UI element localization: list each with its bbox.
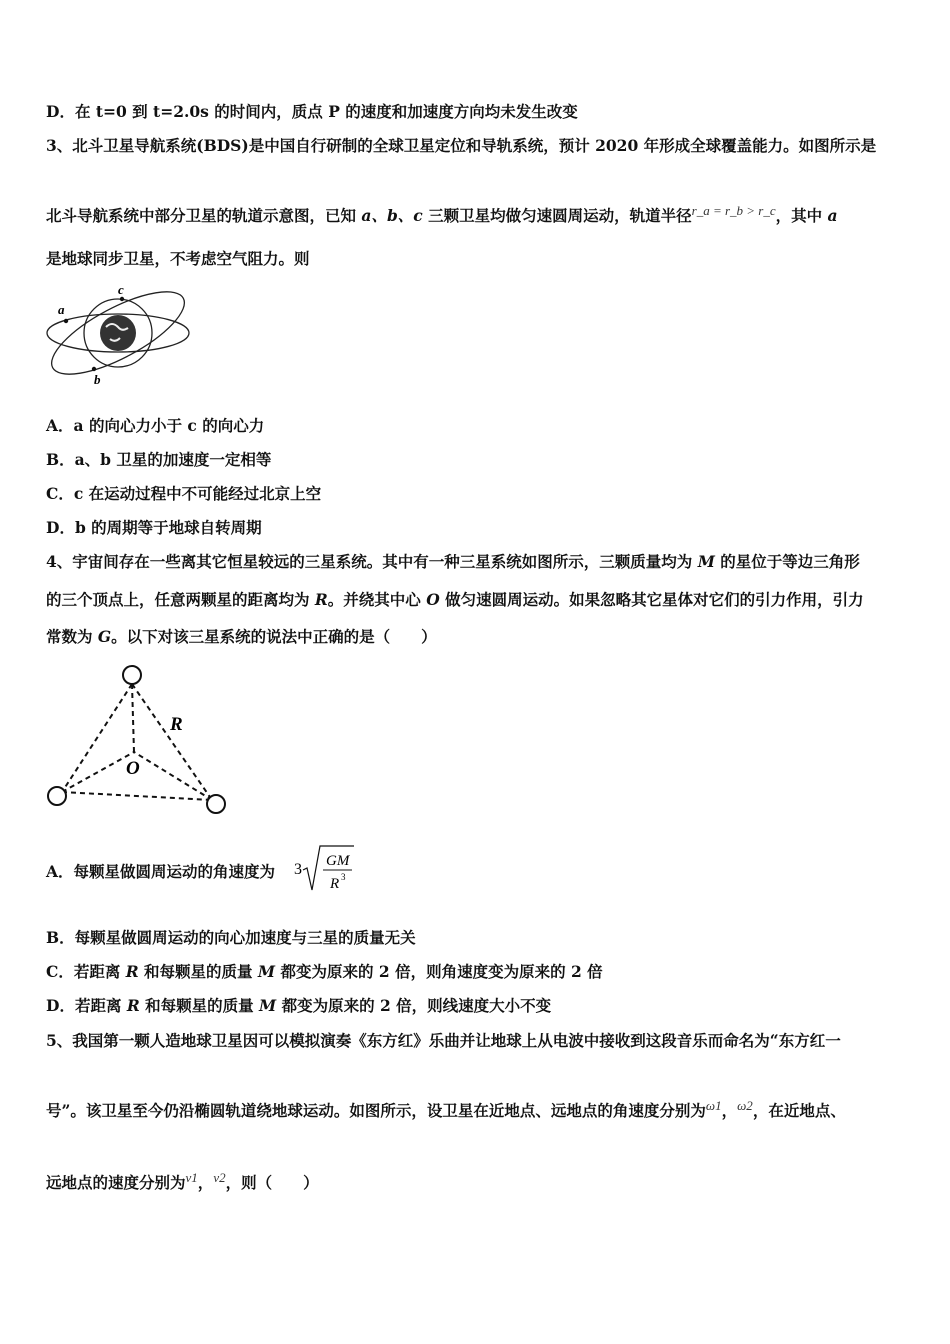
svg-text:GM: GM	[326, 853, 350, 869]
satellite-orbit-figure	[44, 283, 194, 388]
angular-velocity-formula	[292, 844, 356, 896]
satellite-b	[92, 367, 96, 371]
q4-stem-line1: 4、宇宙间存在一些离其它恒星较远的三星系统。其中有一种三星系统如图所示，三颗质量均为 M 的星位于等边三角形	[46, 552, 860, 571]
satellite-a	[64, 319, 68, 323]
v1: v1	[185, 1170, 198, 1185]
q3-option-a: A．a 的向心力小于 c 的向心力	[46, 416, 265, 435]
omega1: ω1	[705, 1098, 722, 1113]
svg-text:3: 3	[341, 872, 346, 882]
v2: v2	[213, 1170, 226, 1185]
q5-stem-line3: 远地点的速度分别为$^{v1}$，$^{v2}$，则（ ）	[46, 1170, 319, 1193]
q3-stem-line1: 3、北斗卫星导航系统(BDS)是中国自行研制的全球卫星定位和导轨系统，预计 2020 年形成全球覆盖能力。如图所示是	[46, 136, 877, 155]
q4-option-c: C．若距离 R 和每颗星的质量 M 都变为原来的 2 倍，则角速度变为原来的 2 倍	[46, 962, 603, 981]
svg-text:R: R	[330, 876, 340, 892]
earth-icon	[100, 315, 136, 351]
option-d-previous: D．在 t=0 到 t=2.0s 的时间内，质点 P 的速度和加速度方向均未发生改变	[46, 102, 578, 121]
q3-option-c: C．c 在运动过程中不可能经过北京上空	[46, 484, 322, 503]
q5-stem-line1: 5、我国第一颗人造地球卫星因可以模拟演奏《东方红》乐曲并让地球上从电波中接收到这段音乐而命名为“东方红一	[46, 1031, 841, 1050]
three-star-figure	[40, 660, 240, 820]
q3-option-b: B．a、b 卫星的加速度一定相等	[46, 450, 272, 469]
q4-option-d: D．若距离 R 和每颗星的质量 M 都变为原来的 2 倍，则线速度大小不变	[46, 996, 552, 1015]
label-b: b	[94, 372, 101, 387]
star-top	[123, 666, 141, 684]
label-c: c	[118, 283, 124, 297]
omega2: ω2	[737, 1098, 753, 1113]
label-O: O	[126, 758, 140, 779]
q4-stem-line2: 的三个顶点上，任意两颗星的距离均为 R。并绕其中心 O 做匀速圆周运动。如果忽略其它星体对它们的引力作用，引力	[46, 590, 864, 609]
star-right	[207, 795, 225, 813]
q3-option-d: D．b 的周期等于地球自转周期	[46, 518, 262, 537]
q5-stem-line2: 号”。该卫星至今仍沿椭圆轨道绕地球运动。如图所示，设卫星在近地点、远地点的角速度分别为$^{\omega 1}$，$^{\omega 2}$，在近地点、	[46, 1098, 846, 1121]
star-left	[48, 787, 66, 805]
label-a: a	[58, 302, 65, 317]
satellite-c	[120, 297, 124, 301]
q3-stem-line3: 是地球同步卫星，不考虑空气阻力。则	[46, 249, 310, 268]
radius-relation: r_a = r_b > r_c	[691, 203, 776, 218]
q4-option-b: B．每颗星做圆周运动的向心加速度与三星的质量无关	[46, 928, 416, 947]
q4-stem-line3: 常数为 G。以下对该三星系统的说法中正确的是（ ）	[46, 627, 437, 646]
label-R: R	[170, 714, 183, 735]
q3-stem-line2: 北斗导航系统中部分卫星的轨道示意图，已知 a、b、c 三颗卫星均做匀速圆周运动，轨道半径$^{r\_a = r\_b > r\_c}$，其中 a	[46, 203, 838, 226]
svg-text:3: 3	[294, 861, 302, 878]
q4-option-a: A．每颗星做圆周运动的角速度为	[46, 862, 276, 881]
